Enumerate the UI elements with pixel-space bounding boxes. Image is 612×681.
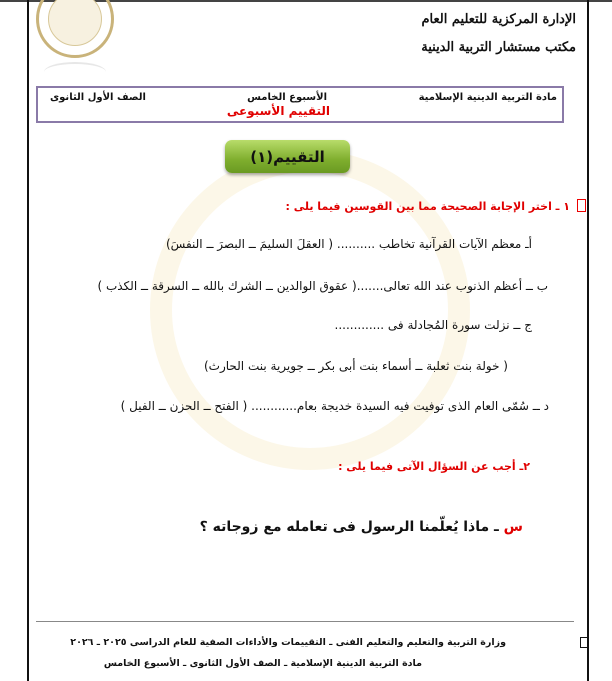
question1-item-c: ج ــ نزلت سورة المُجادلة فى ............. xyxy=(334,318,532,332)
question1-item-c-options: ( خولة بنت ثعلبة ــ أسماء بنت أبى بكر ــ جويرية بنت الحارث) xyxy=(203,359,508,373)
marker-box xyxy=(577,199,586,212)
week-label: الأسبوع الخامس xyxy=(247,92,327,103)
grade-label: الصف الأول الثانوى xyxy=(50,92,146,103)
assessment-badge: التقييم(١) xyxy=(225,140,350,173)
footer-divider xyxy=(36,621,574,622)
footer-line-1: وزارة التربية والتعليم والتعليم الفنى ـ التقييمات والأداءات الصفية للعام الدراسى ٢٠٢٥ ـ ٢٠٢٦ xyxy=(70,637,506,648)
watermark xyxy=(150,150,470,470)
question1-item-d: د ــ سُمّى العام الذى توفيت فيه السيدة خديجة بعام............ ( الفتح ــ الحزن ــ الفيل ) xyxy=(120,399,549,413)
question1-item-a: أـ معظم الآيات القرآنية تخاطب .......... ( العقلَ السليمَ ــ البصرَ ــ النفسَ) xyxy=(165,237,532,251)
question2-heading: ٢ـ أجب عن السؤال الآتى فيما يلى : xyxy=(338,460,530,473)
question2-prefix: س xyxy=(503,519,523,535)
question2-body: ـ ماذا يُعلّمنا الرسول فى تعامله مع زوجاته ؟ xyxy=(199,519,499,535)
question2-text xyxy=(200,519,523,535)
ministry-logo xyxy=(36,0,114,58)
right-border xyxy=(587,0,589,681)
assessment-title: التقييم الأسبوعى xyxy=(226,104,330,118)
logo-reflection xyxy=(44,62,106,82)
question1-item-b: ب ــ أعظم الذنوب عند الله تعالى.......( عقوق الوالدين ــ الشرك بالله ــ السرقة ــ الكذب ) xyxy=(97,279,548,293)
header-line-1: الإدارة المركزية للتعليم العام xyxy=(421,12,576,27)
header-line-2: مكتب مستشار التربية الدينية xyxy=(421,40,576,55)
question1-heading: ١ ـ اختر الإجابة الصحيحة مما بين القوسين فيما يلى : xyxy=(285,200,570,213)
footer-marker-box xyxy=(580,637,588,648)
left-border xyxy=(27,0,29,681)
footer-line-2: مادة التربية الدينية الإسلامية ـ الصف الأول الثانوى ـ الأسبوع الخامس xyxy=(103,658,422,669)
subject-label: مادة التربية الدينية الإسلامية xyxy=(418,92,557,103)
